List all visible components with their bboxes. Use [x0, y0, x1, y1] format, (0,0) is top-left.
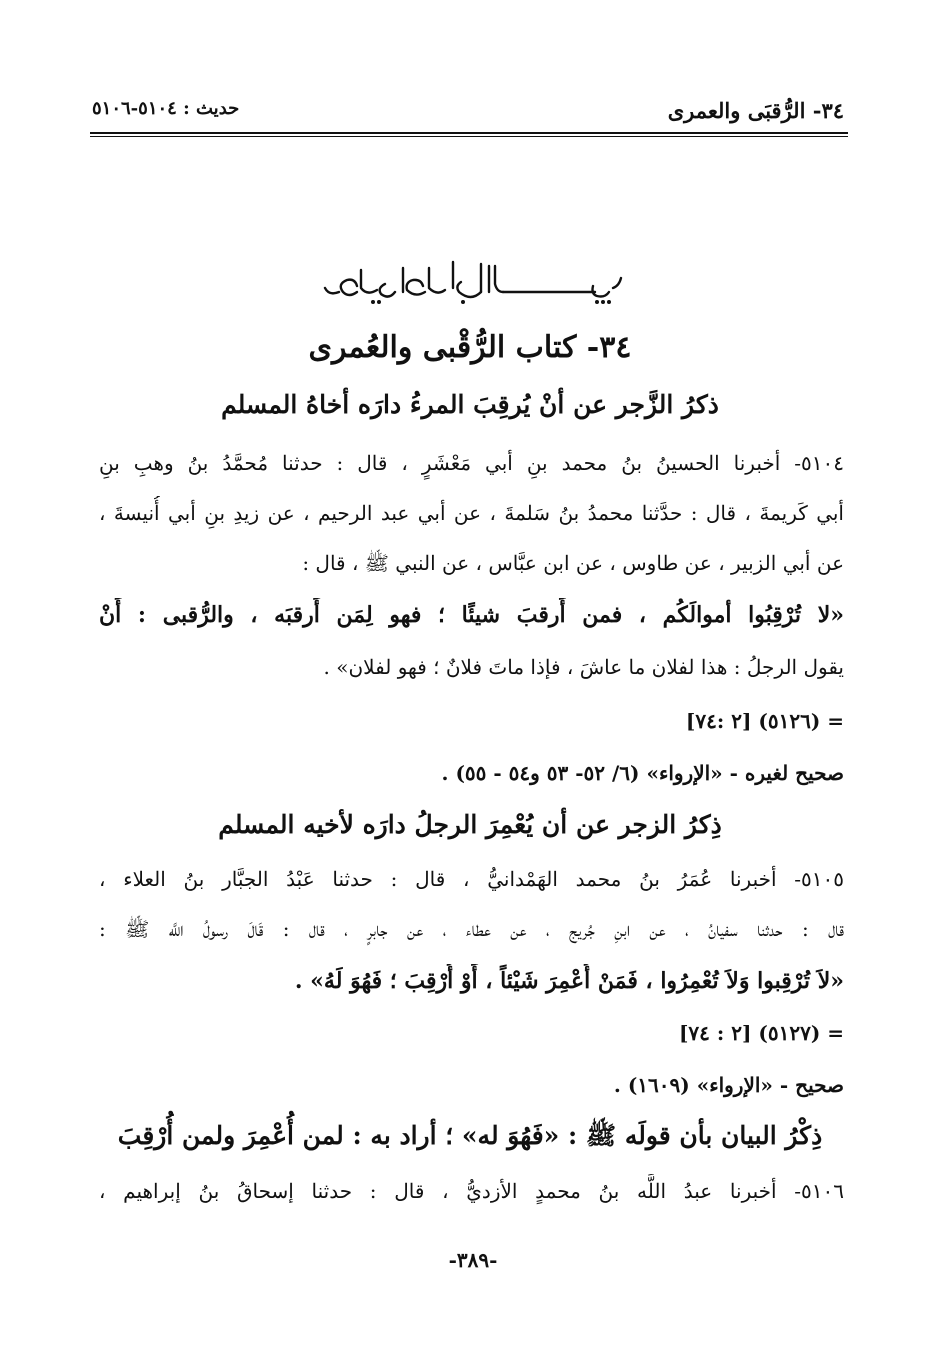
- hadith-5104-grade: صحيح لغيره - «الإرواء» (٦/ ٥٢- ٥٣ و٥٤ - ٥٥) .: [441, 761, 844, 785]
- hadith-5104-line-4: «لا تُرْقِبُوا أموالَكُم ، فمن أَرقبَ شيئًا ؛ فهو لِمَن أَرقبَه ، والرُّقبى : أَنْ: [99, 602, 844, 628]
- hadith-5104-reference: = (٥١٢٦) [٢ :٧٤]: [685, 709, 844, 733]
- hadith-5105-line-3: «لاَ تُرْقِبوا وَلاَ تُعْمِرُوا ، فَمَنْ أُعْمِرَ شَيْئاً ، أَوْ أُرْقِبَ ؛ فَهُوَ لَهُ» .: [294, 968, 844, 994]
- basmala-calligraphy-art: [313, 248, 633, 314]
- header-rule: [90, 132, 848, 134]
- hadith-5104-line-2: أبي كَريمةَ ، قال : حدَّثنا محمدُ بنُ سَلمةَ ، عن أبي عبد الرحيم ، عن زيدِ بنِ أبي أُنيسةَ ،: [99, 501, 844, 525]
- hadith-5104-line-3: عن أبي الزبير ، عن طاوس ، عن ابن عبَّاس ، عن النبي ﷺ ، قال :: [302, 551, 844, 575]
- page-number: -٣٨٩-: [448, 1248, 498, 1272]
- chapter-heading-3: ذِكْرُ البيان بأن قولَه ﷺ : «فَهُوَ له» ؛ أراد به : لمن أُعْمِرَ ولمن أُرْقِبَ: [117, 1121, 823, 1150]
- hadith-5104-line-5: يقول الرجلُ : هذا لفلان ما عاشَ ، فإذا ماتَ فلانٌ ؛ فهو لفلان» .: [323, 655, 844, 679]
- hadith-5105-line-1: ٥١٠٥- أخبرنا عُمَرُ بنُ محمد الهَمْدانيُّ ، قال : حدثنا عَبْدُ الجبَّار بنُ العلاء ،: [99, 867, 844, 891]
- hadith-5104-line-1: ٥١٠٤- أخبرنا الحسينُ بنُ محمد بنِ أبي مَعْشَرٍ ، قال : حدثنا مُحمَّدُ بنُ وهبِ بنِ: [99, 451, 844, 475]
- hadith-5106-line-1: ٥١٠٦- أخبرنا عبدُ اللَّه بنُ محمدٍ الأزديُّ ، قال : حدثنا إسحاقُ بنُ إبراهيم ،: [99, 1179, 844, 1203]
- header-rule-thin: [90, 136, 848, 137]
- running-header-hadith-range: حديث : ٥١٠٤-٥١٠٦: [92, 98, 240, 119]
- chapter-heading-2: ذِكرُ الزجر عن أن يُعْمِرَ الرجلُ دارَه لأخيه المسلم: [218, 810, 722, 839]
- hadith-5105-grade: صحيح - «الإرواء» (١٦٠٩) .: [613, 1073, 844, 1097]
- running-header-section: ٣٤- الرُّقبَى والعمرى: [667, 98, 844, 123]
- hadith-5105-line-2: قال : حدثنا سفيانُ ، عن ابنِ جُريج ، عن عطاء ، عن جابرٍ ، قال : قَالَ رسولُ اللَّه ﷺ :: [99, 917, 844, 941]
- hadith-5105-reference: = (٥١٢٧) [٢ : ٧٤]: [678, 1021, 844, 1045]
- book-title: ٣٤- كتاب الرُّقْبى والعُمرى: [308, 330, 632, 365]
- chapter-heading-1: ذكرُ الزَّجر عن أنْ يُرقِبَ المرءُ دارَه أخاهُ المسلم: [221, 390, 719, 419]
- basmala-calligraphy: [0, 248, 946, 318]
